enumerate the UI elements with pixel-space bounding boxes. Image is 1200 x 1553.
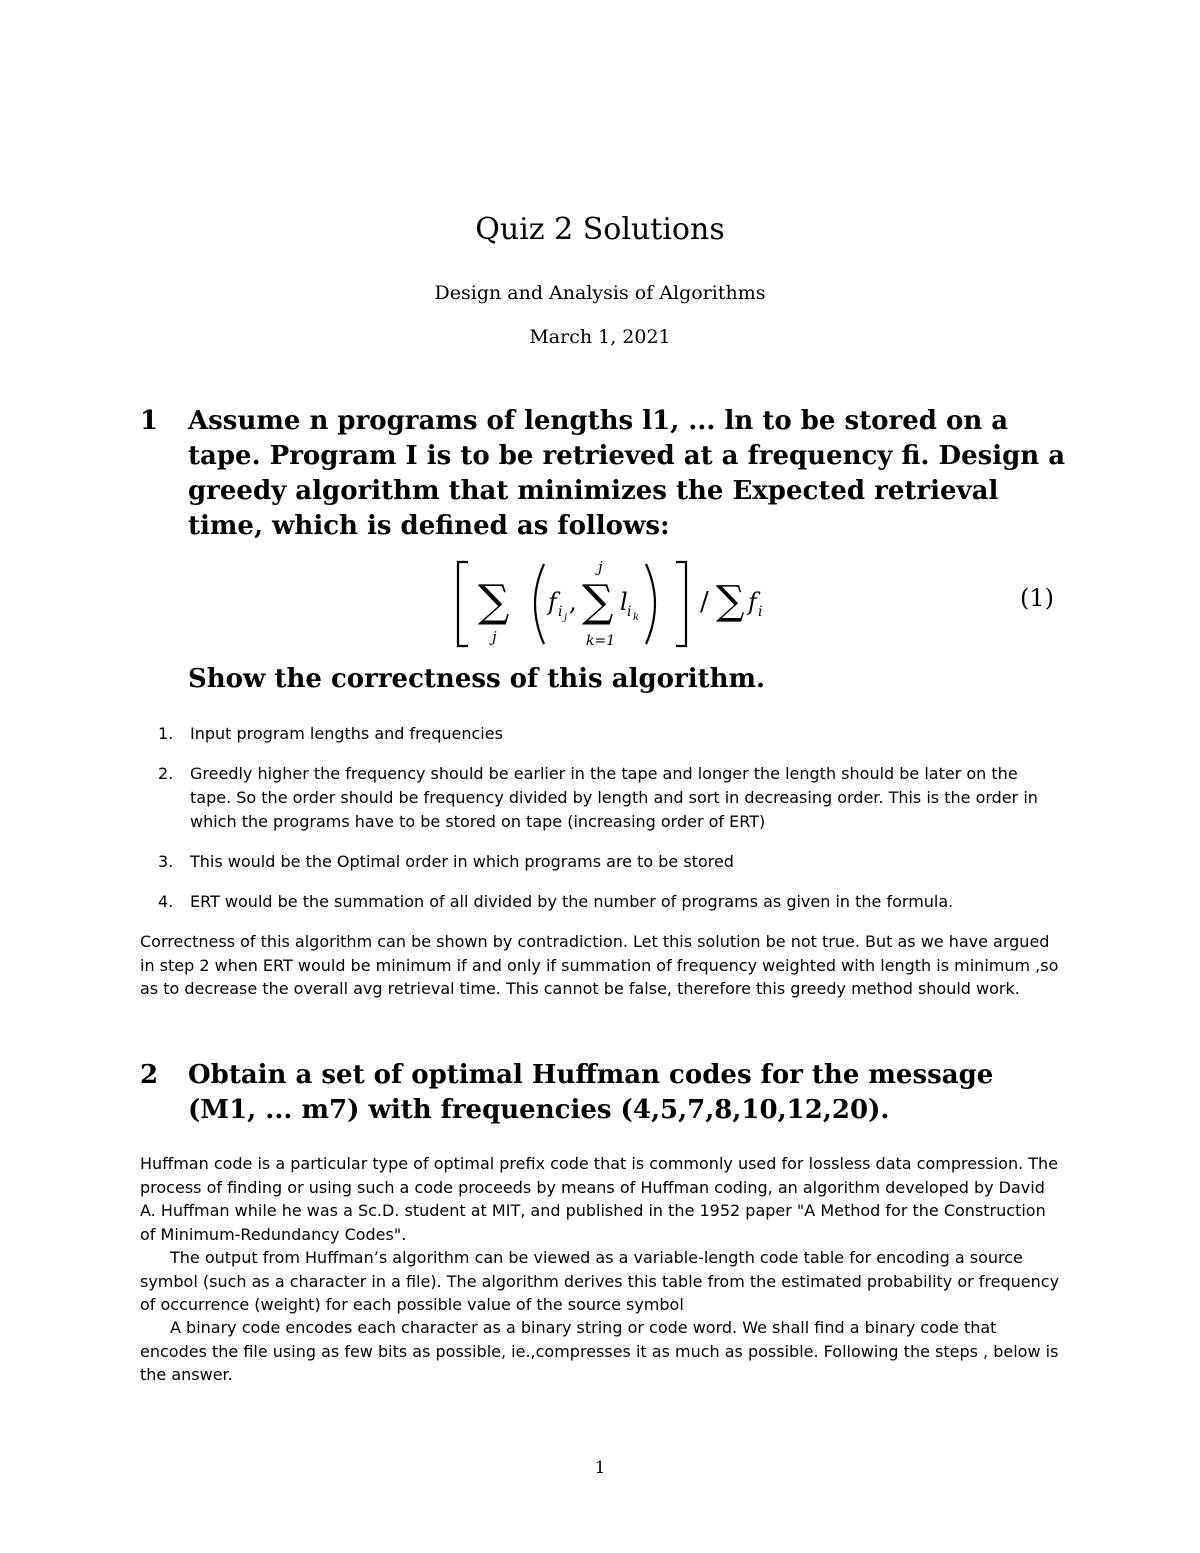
sum-upper-j: j <box>598 558 603 576</box>
step-text: ERT would be the summation of all divided by the number of programs as given in the formula. <box>190 892 954 911</box>
comma: , <box>569 588 577 616</box>
document-date: March 1, 2021 <box>529 326 671 348</box>
division-slash: / <box>700 587 709 617</box>
step-number: 1. <box>158 724 174 743</box>
step-item <box>140 850 1062 874</box>
sum-lower-k: k=1 <box>586 633 616 649</box>
ert-formula <box>448 548 808 660</box>
huffman-paragraph-3: A binary code encodes each character as a binary string or code word. We shall find a binary code that encodes the file using as few bits as possible, ie.,compresses it as much as possible. Following the steps , below is the answer. <box>140 1318 1059 1384</box>
show-correctness-text: Show the correctness of this algorithm. <box>188 664 766 694</box>
section-2-number: 2 <box>140 1060 159 1090</box>
course-subtitle: Design and Analysis of Algorithms <box>434 282 766 304</box>
l-subscript: i <box>627 604 632 620</box>
sum-index-j: j <box>492 628 497 646</box>
l-subsubscript: k <box>633 612 640 623</box>
section-2-heading <box>140 1058 1070 1128</box>
step-number: 2. <box>158 764 174 783</box>
step-item <box>140 722 1062 746</box>
section-2-title: Obtain a set of optimal Huffman codes for the message (M1, ... m7) with frequencies (4,5,7,8,10,12,20). <box>188 1060 994 1125</box>
f-subscript: i <box>558 604 563 620</box>
step-item <box>140 762 1062 834</box>
step-text: This would be the Optimal order in which programs are to be stored <box>190 852 734 871</box>
f-denominator-subscript: i <box>758 604 763 620</box>
f-denominator: f <box>748 588 757 616</box>
f-subsubscript: j <box>564 612 568 623</box>
algorithm-steps <box>140 722 1062 930</box>
section-1-title: Assume n programs of lengths l1, ... ln to be stored on a tape. Program I is to be retrieved at a frequency fi. Design a greedy algorithm that minimizes the Expected retrieval time, which is defined as follows: <box>188 406 1066 541</box>
correctness-paragraph: Correctness of this algorithm can be shown by contradiction. Let this solution be not true. But as we have argued in step 2 when ERT would be minimum if and only if summation of frequency weighted with length is minimum ,so as to decrease the overall avg retrieval time. This cannot be false, therefore this greedy method should work. <box>140 932 1059 998</box>
sum-symbol-denominator: ∑ <box>716 578 745 624</box>
right-paren <box>646 564 655 644</box>
sum-symbol-inner: ∑ <box>582 576 614 627</box>
sum-symbol-outer: ∑ <box>478 576 510 627</box>
left-paren <box>535 564 544 644</box>
step-number: 3. <box>158 852 174 871</box>
step-text: Input program lengths and frequencies <box>190 724 503 743</box>
step-number: 4. <box>158 892 174 911</box>
section-1-heading <box>140 404 1070 544</box>
page-number: 1 <box>594 1458 606 1478</box>
huffman-paragraph-2: The output from Huffman’s algorithm can be viewed as a variable-length code table for encoding a source symbol (such as a character in a file). The algorithm derives this table from the estimated probability or frequency of occurrence (weight) for each possible value of the source symbol <box>140 1248 1060 1314</box>
equation-number: (1) <box>1020 584 1054 612</box>
huffman-paragraph-1: Huffman code is a particular type of optimal prefix code that is commonly used for lossless data compression. The process of finding or using such a code proceeds by means of Huffman coding, an algorithm developed by David A. Huffman while he was a Sc.D. student at MIT, and published in the 1952 paper "A Method for the Construction of Minimum-Redundancy Codes". <box>140 1154 1059 1244</box>
step-text: Greedly higher the frequency should be earlier in the tape and longer the length should be later on the tape. So the order should be frequency divided by length and sort in decreasing order. This is the order in which the programs have to be stored on tape (increasing order of ERT) <box>190 764 1038 831</box>
f-symbol: f <box>548 588 557 616</box>
step-item <box>140 890 1062 914</box>
left-bracket <box>458 562 468 646</box>
section-1-number: 1 <box>140 406 159 436</box>
l-symbol: l <box>620 588 628 616</box>
page-title: Quiz 2 Solutions <box>475 212 725 247</box>
right-bracket <box>676 562 686 646</box>
